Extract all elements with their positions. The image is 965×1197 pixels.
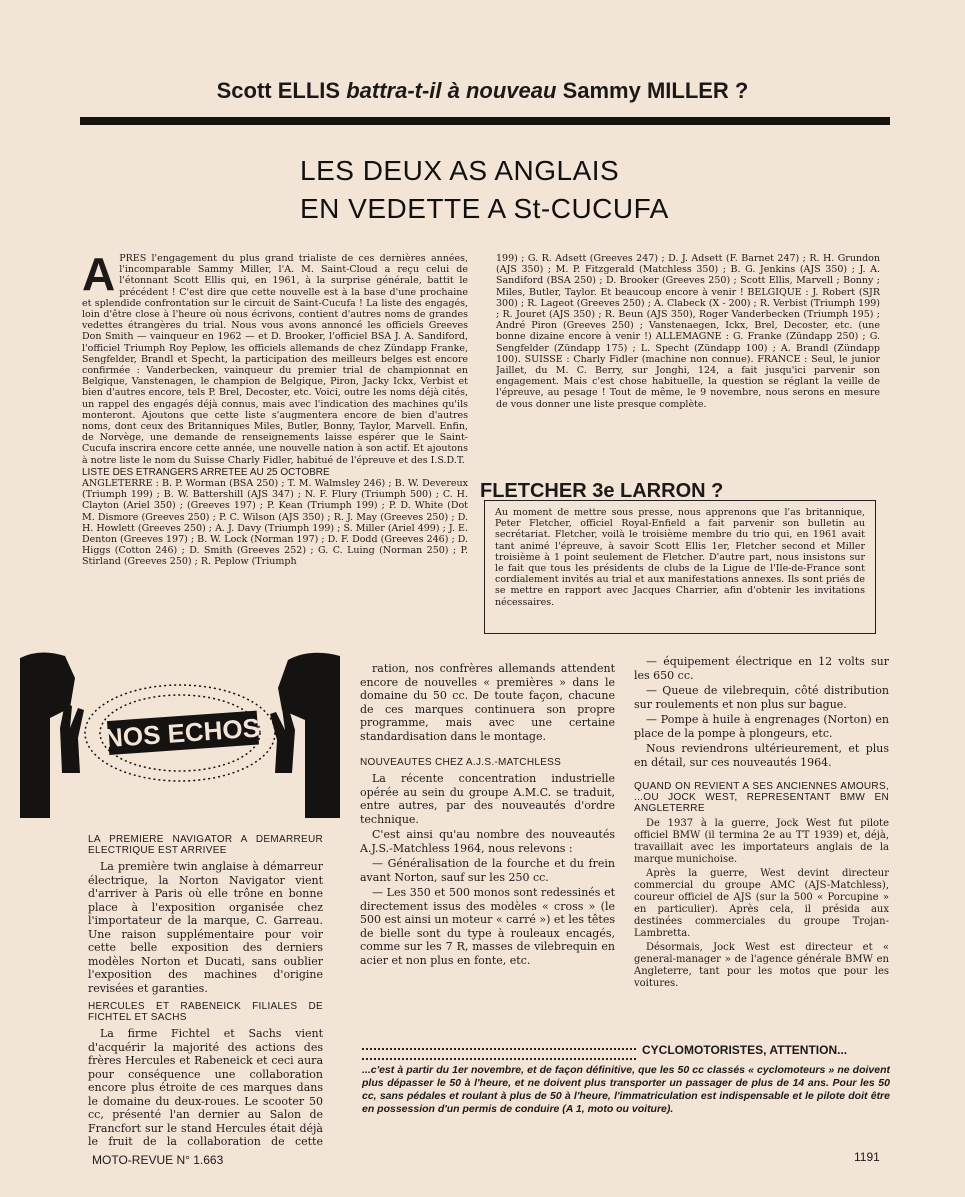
jock-west-text-2: Après la guerre, West devint directeur commercial du groupe AMC (AJS-Matchless), coureur officiel de AJS (sur la 500 « Porcupine » en particulier). Après cela, il présida aux destinées commerciales du groupe Trojan-Lambretta. xyxy=(634,868,889,939)
echos-column-b xyxy=(360,662,615,1042)
fletcher-text: Au moment de mettre sous presse, nous apprenons que l'as britannique, Peter Fletcher, officiel Royal-Enfield a fait parvenir son bulletin au secrétariat. Fletcher, voilà le troisième membre du trio qui, en 1961 avait tant animé l'épreuve, à savoir Scott Ellis 1er, Fletcher second et Miller troisième à 1 point seulement de Fletcher. D'autre part, nous insistons sur le fait que tous les présidents de clubs de la Ligue de l'Ile-de-France sont cordialement invités au trial et aux manifestations annexes. Ils sont priés de se mettre en rapport avec Jacques Charrier, afin d'obtenir les invitations nécessaires. xyxy=(495,507,865,608)
ajs-text-6: — Queue de vilebrequin, côté distribution sur roulements et non plus sur bague. xyxy=(634,684,889,711)
navigator-heading: LA PREMIERE NAVIGATOR A DEMARREUR ELECTRIQUE EST ARRIVEE xyxy=(88,834,323,856)
list-text: ANGLETERRE : B. P. Worman (BSA 250) ; T. M. Walmsley 246) ; B. W. Devereux (Triumph 199) ; B. W. Battershill (AJS 347) ; N. F. Flury (Triumph 500) ; C. H. Clayton (Ariel 350) ; (Greeves 197) ; P. Kean (Triumph 199) ; P. D. White (Dot M. Dismore (Greeves 250) ; P. C. Wilson (AJS 350) ; R. J. May (Greeves 250) ; D. H. Howlett (Greeves 250) ; A. J. Davy (Triumph 199) ; S. Miller (Ariel 499) ; J. E. Denton (Greeves 197) ; B. W. Lock (Norman 197) ; D. F. Dodd (Greeves 246) ; D. Higgs (Cotton 246) ; D. Smith (Greeves 252) ; G. C. Luing (Norman 250) ; P. Stirland (Greeves 250) ; R. Peplow (Triumph xyxy=(82,478,468,568)
jock-west-text-1: De 1937 à la guerre, Jock West fut pilote officiel BMW (il termina 2e au TT 1939) et, déjà, travaillait avec les importateurs anglais de la marque munichoise. xyxy=(634,818,889,865)
fletcher-title: FLETCHER 3e LARRON ? xyxy=(480,480,724,502)
kicker-name-1: Scott ELLIS xyxy=(216,78,341,103)
hercules-text: La firme Fichtel et Sachs vient d'acquérir la majorité des actions des frères Hercules et Rabeneick et ceci aura pour conséquence une collaboration encore plus étroite de ces marques dans le domaine du deux-roues. Le scooter 50 cc, présenté l'an dernier au Salon de Francfort sur le stand Hercules était déjà le fruit de la collaboration de cette xyxy=(88,1027,323,1148)
footer-page-number: 1191 xyxy=(854,1150,880,1164)
ajs-text-2: C'est ainsi qu'au nombre des nouveautés A.J.S.-Matchless 1964, nous relevons : xyxy=(360,828,615,855)
footer-publication: MOTO-REVUE N° 1.663 xyxy=(92,1153,224,1167)
hercules-heading: HERCULES ET RABENEICK FILIALES DE FICHTEL ET SACHS xyxy=(88,1001,323,1023)
left-figure-icon xyxy=(20,652,84,818)
fletcher-box xyxy=(484,500,876,634)
heading-rule xyxy=(80,117,890,125)
ajs-heading: NOUVEAUTES CHEZ A.J.S.-MATCHLESS xyxy=(360,757,562,768)
navigator-text: La première twin anglaise à démarreur électrique, la Norton Navigator vient d'arriver à Paris où elle trône en bonne place à l'exposition organisée chez l'importateur de la marque, C. Garreau. Une raison supplémentaire pour voir cette belle exposition des derniers modèles Norton et Ducati, sans oublier l'exposition des machines d'origine revisées et garanties. xyxy=(88,860,323,995)
article-column-1 xyxy=(82,253,468,645)
jock-west-text-3: Désormais, Jock West est directeur et « general-manager » de l'agence générale BMW en Angleterre, tant pour les motos que pour les voitures. xyxy=(634,942,889,989)
article-text-1: PRES l'engagement du plus grand trialiste de ces dernières années, l'incomparable Sammy Miller, l'A. M. Saint-Cloud a reçu celui de l'étonnant Scott Ellis qui, en 1961, à la surprise générale, battit le précédent ! C'est dire que cette nouvelle est à la base d'une prochaine et splendide confrontation sur le circuit de Saint-Cucufa ! La liste des engagés, loin d'être close à l'heure où nous écrivons, contient d'autres noms de grandes vedettes étrangères du trial. Nous vous avons annoncé les officiels Greeves Don Smith — vainqueur en 1962 — et D. Brooker, l'officiel BSA J. A. Sandiford, l'officiel Triumph Roy Peplow, les officiels allemands de chez Zündapp Franke, Sengfelder, Brandl et Specht, la participation des meilleurs belges est encore confirmée : Vanderbecken, vainqueur du premier trial de championnat en Belgique, Vanstenagen, le champion de Belgique, Piron, Jacky Ickx, Verbist et bien d'autres encore, tels P. Brel, Decoster, etc. Voici, outre les noms déjà cités, un rappel des engagés déjà connus, mais avec l'indication des machines qu'ils monteront. Ajoutons que cette liste s'augmentera encore de bien d'autres noms, dont ceux des Britanniques Miles, Butler, Bonny, Taylor, Marvell. Enfin, de Norvège, une demande de renseignements laisse espérer que le Saint-Cucufa inscrira encore cette année, une nouvelle nation à son actif. Et ajoutons à notre liste le nom du Suisse Charly Fidler, habitué de l'épreuve et des I.S.D.T. xyxy=(82,253,468,466)
kicker-name-2: Sammy MILLER ? xyxy=(562,78,749,103)
article-text-2: 199) ; G. R. Adsett (Greeves 247) ; D. J. Adsett (F. Barnet 247) ; R. H. Grundon (AJS 350) ; M. P. Fitzgerald (Matchless 350) ; B. G. Jenkins (AJS 350) ; J. A. Sandiford (BSA 250) ; D. Brooker (Greeves 250) ; Scott Ellis, Marvell ; Bonny ; Miles, Butler, Taylor. Et beaucoup encore à venir ! BELGIQUE : J. Robert (SJR 300) ; R. Lageot (Greeves 250) ; A. Clabeck (X - 200) ; R. Verbist (Triumph 199) ; R. Jouret (AJS 350) ; R. Beun (AJS 350), Roger Vanderbecken (Triumph 195) ; André Piron (Greeves 250) ; Vanstenaegen, Ickx, Brel, Decoster, etc. (une bonne dizaine encore à venir !) ALLEMAGNE : G. Franke (Zündapp 250) ; G. Sengfelder (Zündapp 175) ; L. Specht (Zündapp 100) ; A. Brandl (Zündapp 100). SUISSE : Charly Fidler (machine non connue). FRANCE : Seul, le junior Jaillet, du M. C. Berry, sur Jonghi, 124, a fait jusqu'ici parvenir son engagement. Mais c'est chose habituelle, la question se réglant la veille de l'épreuve, au pesage ! Tout de même, le 9 novembre, nous serons en mesure de vous donner une liste presque complète. xyxy=(496,253,880,410)
kicker-question: battra-t-il à nouveau xyxy=(340,78,563,103)
ajs-text-5: — équipement électrique en 12 volts sur les 650 cc. xyxy=(634,655,889,682)
hercules-text-cont: ration, nos confrères allemands attendent encore de nouvelles « premières » dans le domaine du 50 cc. De toute façon, chacune de ces marques continuera son propre programme, mais avec une certaine standardisation dans le montage. xyxy=(360,662,615,743)
cyclo-ornament xyxy=(362,1048,636,1060)
nos-echos-illustration xyxy=(20,648,340,818)
cyclo-title: CYCLOMOTORISTES, ATTENTION... xyxy=(642,1043,848,1057)
jock-west-heading: QUAND ON REVIENT A SES ANCIENNES AMOURS, ...OU JOCK WEST, REPRESENTANT BMW EN ANGLETERRE xyxy=(634,781,889,814)
article-column-2 xyxy=(496,253,880,473)
drop-cap: A xyxy=(82,253,116,300)
nos-echos-logo-text: NOS ECHOS xyxy=(103,712,261,754)
right-figure-icon xyxy=(270,653,340,818)
kicker-line xyxy=(0,78,965,104)
ajs-text-3: — Généralisation de la fourche et du frein avant Norton, sauf sur les 250 cc. xyxy=(360,857,615,884)
ajs-text-1: La récente concentration industrielle opérée au sein du groupe A.M.C. se traduit, entre autres, par des nouveautés d'ordre technique. xyxy=(360,772,615,826)
ajs-text-4: — Les 350 et 500 monos sont redessinés et directement issus des modèles « cross » (le 500 est ainsi un moteur « carré ») et les têtes de bielle sont du type à rouleaux encagés, comme sur les 7 R, masses de vilebrequin en acier et non plus en fonte, etc. xyxy=(360,886,615,967)
echos-column-c xyxy=(634,655,889,1050)
ajs-text-7: — Pompe à huile à engrenages (Norton) en place de la pompe à plongeurs, etc. xyxy=(634,713,889,740)
cyclo-notice: ...c'est à partir du 1er novembre, et de façon définitive, que les 50 cc classés « cyclomoteurs » ne doivent plus dépasser le 50 à l'heure, et ne doivent plus transporter un passager de plus de 14 ans. Pour les 50 cc, sans pédales et roulant à plus de 50 à l'heure, l'immatriculation est indispensable et le pilote doit être en possession d'un permis de conduire (A 1, moto ou voiture). xyxy=(362,1064,890,1115)
list-title: LISTE DES ETRANGERS ARRETEE AU 25 OCTOBRE xyxy=(82,466,330,478)
headline xyxy=(300,152,720,228)
echos-column-a xyxy=(88,828,323,1148)
headline-line-1: LES DEUX AS ANGLAIS xyxy=(300,155,620,186)
ajs-text-8: Nous reviendrons ultérieurement, et plus en détail, sur ces nouveautés 1964. xyxy=(634,742,889,769)
headline-line-2: EN VEDETTE A St-CUCUFA xyxy=(300,193,669,224)
